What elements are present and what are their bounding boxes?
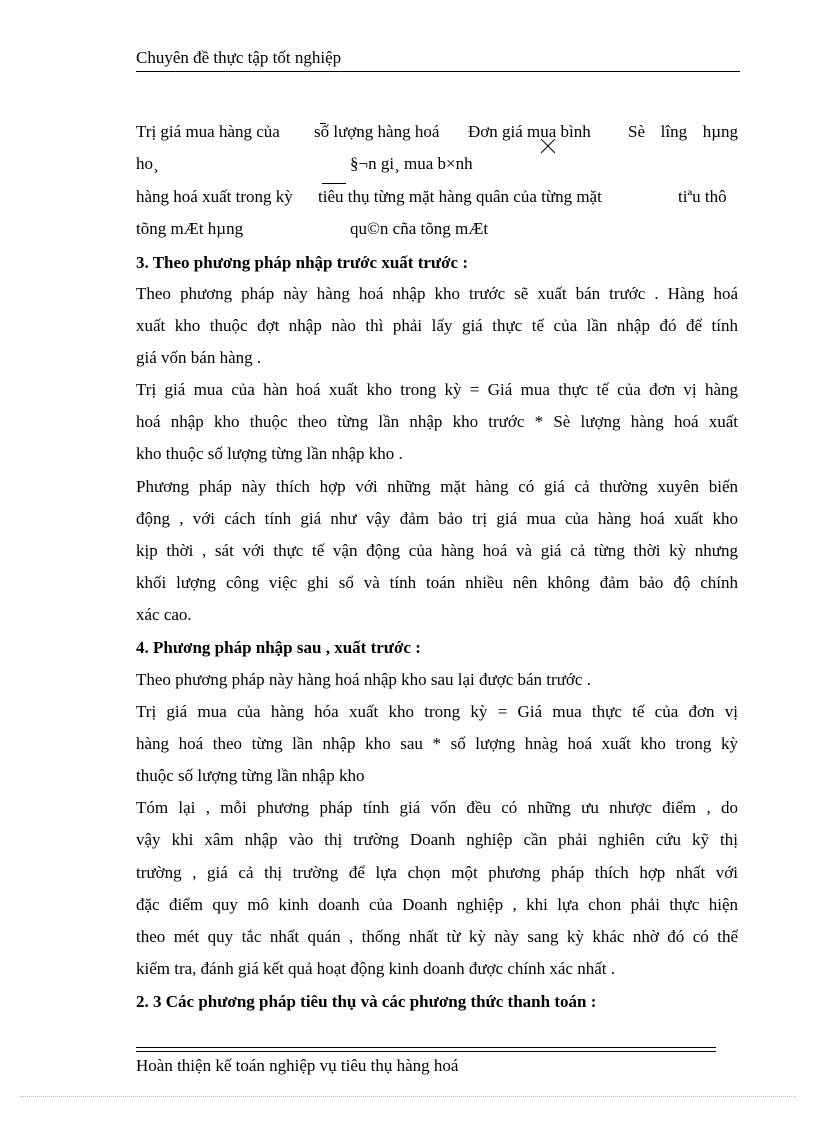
- paragraph-line: kịp thời , sát với thực tế vận động của hàng hoá và giá cả từng thời kỳ nhưng: [136, 541, 738, 560]
- paragraph-line: thuộc số lượng từng lần nhập kho: [136, 766, 365, 785]
- paragraph-line: Theo phương pháp này hàng hoá nhập kho trước sẽ xuất bán trước . Hàng hoá: [136, 284, 738, 303]
- paragraph-line: đặc điểm quy mô kinh doanh của Doanh nghiệp , khi lựa chon phải thực hiện: [136, 895, 738, 914]
- paragraph-line: kho thuộc số lượng từng lần nhập kho .: [136, 444, 403, 463]
- footer-rule: [136, 1047, 716, 1048]
- formula-col4-top: Sè lîng hµng: [628, 122, 738, 141]
- paragraph-line: Trị giá mua của hàn hoá xuất kho trong kỳ = Giá mua thực tế của đơn vị hàng: [136, 380, 738, 399]
- paragraph-line: theo mét quy tắc nhất quán , thống nhất từ kỳ này sang kỳ khác nhờ đó có thể: [136, 927, 738, 946]
- cross-mark-icon: [540, 138, 556, 154]
- formula-overline-1: [320, 123, 326, 124]
- formula-col4-bottom: tiªu thô: [678, 187, 727, 206]
- paragraph-line: Phương pháp này thích hợp với những mặt hàng có giá cả thường xuyên biến: [136, 477, 738, 496]
- formula-col3-top: Đơn giá mua bình: [468, 122, 591, 141]
- header-rule: [136, 71, 740, 72]
- page-footer: Hoàn thiện kế toán nghiệp vụ tiêu thụ hàng hoá: [136, 1056, 459, 1075]
- formula-col1-bottom: hàng hoá xuất trong kỳ: [136, 187, 293, 206]
- footer-rule: [136, 1051, 716, 1052]
- paragraph-line: kiểm tra, đánh giá kết quả hoạt động kinh doanh được chính xác nhất .: [136, 959, 615, 978]
- paragraph-line: động , với cách tính giá như vậy đảm bảo trị giá mua của hàng hoá xuất kho: [136, 509, 738, 528]
- formula-col1-top: Trị giá mua hàng của: [136, 122, 280, 141]
- formula-row4-a: tõng mÆt hµng: [136, 219, 244, 238]
- formula-col2-mid: tiêu thụ từng mặt hàng: [318, 187, 472, 206]
- paragraph-line: Tóm lại , mỗi phương pháp tính giá vốn đều có những ưu nhược điểm , do: [136, 798, 738, 817]
- paragraph-line: hàng hoá theo từng lần nhập kho sau * số lượng hnàg hoá xuất kho trong kỳ: [136, 734, 738, 753]
- formula-col3-mid: §¬n gi¸ mua b×nh: [350, 154, 473, 173]
- paragraph-line: giá vốn bán hàng .: [136, 348, 262, 367]
- paragraph-line: xác cao.: [136, 605, 192, 624]
- formula-col1-mid: ho¸: [136, 154, 159, 173]
- section-heading: 2. 3 Các phương pháp tiêu thụ và các phương thức thanh toán :: [136, 992, 597, 1011]
- formula-overline-2: [322, 183, 346, 184]
- formula-row4-b: qu©n cña tõng mÆt: [350, 219, 489, 238]
- paragraph-line: khối lượng công việc ghi sổ và tính toán nhiều nên không đảm bảo độ chính: [136, 573, 738, 592]
- paragraph-line: hoá nhập kho thuộc theo từng lần nhập kho trước * Sè lượng hàng hoá xuất: [136, 412, 738, 431]
- formula-col3-bottom: quân của từng mặt: [476, 187, 602, 206]
- paragraph-line: vậy khi xâm nhập vào thị trường Doanh nghiệp cần phải nghiên cứu kỹ thị: [136, 830, 738, 849]
- section-heading: 4. Phương pháp nhập sau , xuất trước :: [136, 638, 421, 657]
- paragraph-line: xuất kho thuộc đợt nhập nào thì phải lấy giá thực tế của lần nhập đó để tính: [136, 316, 738, 335]
- page-header: Chuyên đề thực tập tốt nghiệp: [136, 48, 342, 67]
- page-boundary: [20, 1096, 796, 1097]
- paragraph-line: Theo phương pháp này hàng hoá nhập kho sau lại được bán trước .: [136, 670, 591, 689]
- formula-col2-top: số lượng hàng hoá: [314, 122, 440, 141]
- paragraph-line: trường , giá cả thị trường để lựa chọn một phương pháp thích hợp nhất với: [136, 863, 738, 882]
- paragraph-line: Trị giá mua của hàng hóa xuất kho trong kỳ = Giá mua thực tế của đơn vị: [136, 702, 738, 721]
- section-heading: 3. Theo phương pháp nhập trước xuất trước :: [136, 253, 468, 272]
